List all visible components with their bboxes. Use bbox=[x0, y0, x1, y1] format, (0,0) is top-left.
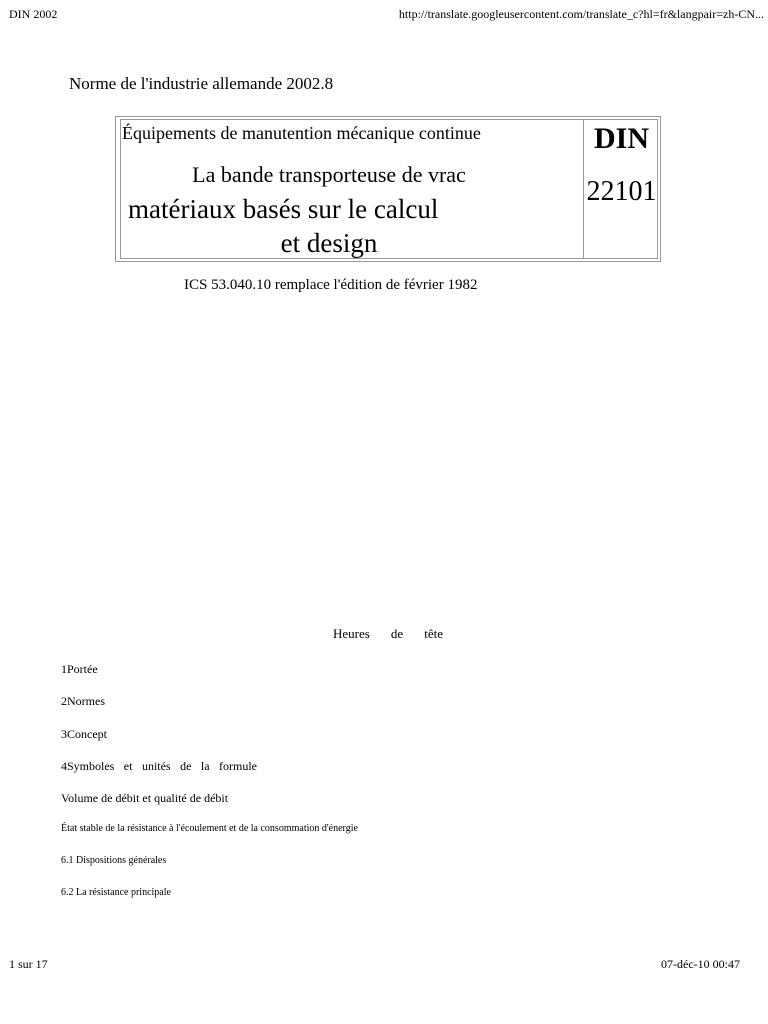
toc-item: 6.1 Dispositions générales bbox=[61, 855, 167, 866]
title-line-2: matériaux basés sur le calcul bbox=[128, 194, 439, 224]
browser-print-header-title: DIN 2002 bbox=[9, 7, 58, 21]
title-line-3: et design bbox=[280, 228, 378, 258]
title-box-left-cell bbox=[121, 120, 584, 258]
standard-subtitle: Norme de l'industrie allemande 2002.8 bbox=[69, 74, 334, 93]
toc-item: 1Portée bbox=[61, 662, 98, 676]
din-label: DIN bbox=[593, 122, 649, 155]
toc-item: 3Concept bbox=[61, 727, 107, 741]
toc-item: Volume de débit et qualité de débit bbox=[61, 791, 229, 805]
toc-item: 6.2 La résistance principale bbox=[61, 887, 171, 898]
page-counter: 1 sur 17 bbox=[9, 957, 48, 971]
title-category: Équipements de manutention mécanique continue bbox=[122, 123, 481, 143]
title-box bbox=[115, 116, 661, 262]
din-number: 22101 bbox=[586, 176, 657, 207]
print-timestamp: 07-déc-10 00:47 bbox=[661, 957, 740, 971]
toc-item: État stable de la résistance à l'écoulement et de la consommation d'énergie bbox=[61, 823, 358, 834]
title-line-1: La bande transporteuse de vrac bbox=[192, 162, 466, 187]
ics-line: ICS 53.040.10 remplace l'édition de février 1982 bbox=[184, 277, 478, 293]
browser-print-header-url[interactable]: http://translate.googleusercontent.com/translate_c?hl=fr&langpair=zh-CN... bbox=[398, 7, 764, 21]
toc-heading: Heures de tête bbox=[333, 626, 443, 641]
toc-item: 2Normes bbox=[61, 694, 105, 708]
title-box-inner bbox=[120, 119, 658, 259]
toc-item: 4Symboles et unités de la formule bbox=[61, 759, 257, 773]
